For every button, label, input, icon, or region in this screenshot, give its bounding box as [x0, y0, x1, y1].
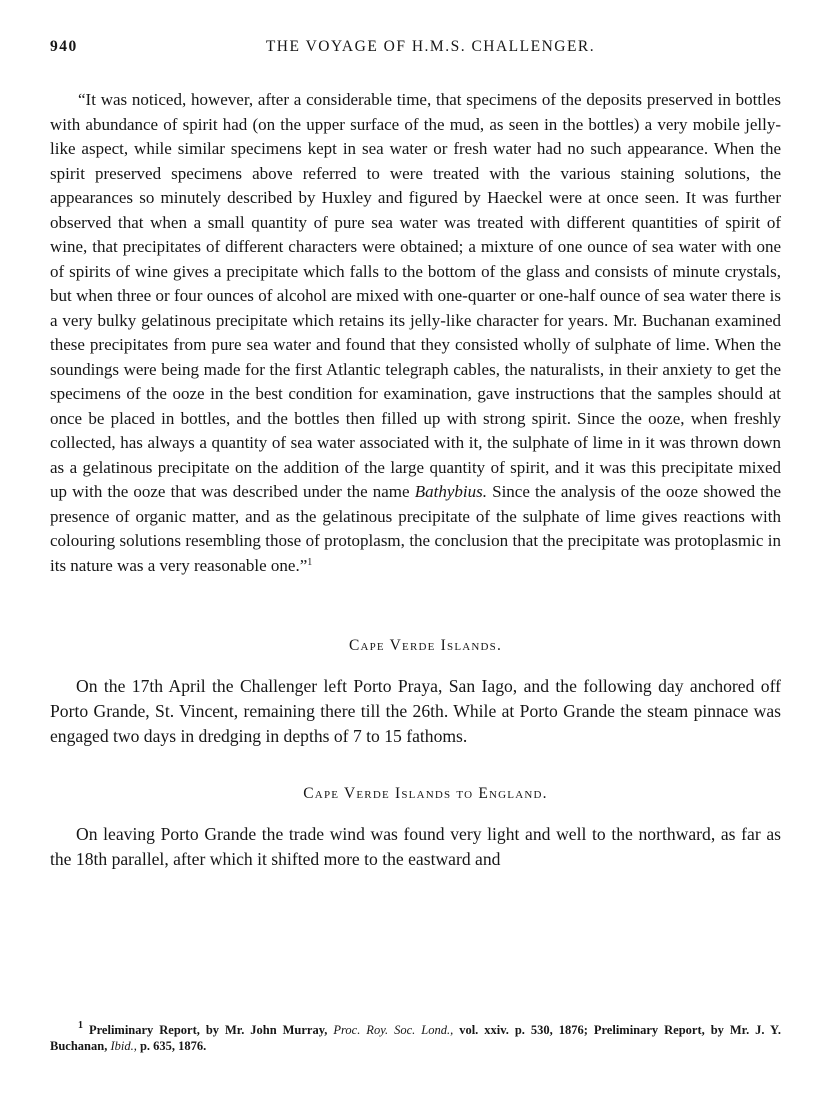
footnote-text-3: p. 635, 1876.: [139, 1039, 207, 1053]
footnote-journal: Proc. Roy. Soc. Lond.,: [333, 1023, 454, 1037]
quoted-paragraph: [50, 88, 781, 578]
section-heading-cape-verde: Cape Verde Islands.: [348, 637, 503, 654]
quote-text-end: Since the analysis of the ooze showed the presence of organic matter, and as the gelatinous precipitate of the sulphate of lime gives reactions with colouring solutions resembling those of protoplasm, the conclusion that the precipitate was protoplasmic in its nature was a very reasonable one.”: [50, 482, 782, 575]
footnote-reference: 1: [307, 556, 313, 568]
footnote-ibid: Ibid.,: [110, 1039, 137, 1053]
section-heading-cape-verde-to-england: Cape Verde Islands to England.: [303, 785, 548, 802]
footnote-marker: 1: [78, 1020, 83, 1031]
footnote-text-1: Preliminary Report, by Mr. John Murray,: [88, 1023, 328, 1037]
quote-text-start: “It was noticed, however, after a considerable time, that specimens of the deposits preserved in bottles with abundance of spirit had (on the upper surface of the mud, as seen in the bottles) a very mobile jelly-like aspect, while similar specimens kept in sea water or fresh water had no such appearance. When the spirit preserved specimens above referred to were treated with the various staining solutions, the appearances so minutely described by Huxley and figured by Haeckel were at once seen. It was further observed that when a small quantity of pure sea water was treated with different quantities of spirit of wine, that precipitates of different characters were obtained; a mixture of one ounce of sea water with one of spirits of wine gives a precipitate which falls to the bottom of the glass and consists of minute crystals, but when three or four ounces of alcohol are mixed with one-quarter or one-half ounce of sea water there is a very bulky gelatinous precipitate which retains its jelly-like character for years. Mr. Buchanan examined these precipitates from pure sea water and found that they consisted wholly of sulphate of lime. When the soundings were being made for the first Atlantic telegraph cables, the naturalists, in their anxiety to get the specimens of the ooze in the best condition for examination, gave instructions that the samples should at once be placed in bottles, and the bottles then filled up with strong spirit. Since the ooze, when freshly collected, has always a quantity of sea water associated with it, the sulphate of lime in it was thrown down as a gelatinous precipitate on the addition of the large quantity of spirit, and it was this precipitate mixed up with the ooze that was described under the name: [50, 90, 781, 501]
page-number: 940: [50, 38, 78, 55]
footnote: [50, 1022, 781, 1054]
running-header: [50, 38, 781, 64]
bathybius-term: Bathybius.: [414, 482, 487, 501]
paragraph-cape-verde-to-england: On leaving Porto Grande the trade wind was found very light and well to the northward, as far as the 18th parallel, after which it shifted more to the eastward and: [50, 824, 781, 869]
running-title: THE VOYAGE OF H.M.S. CHALLENGER.: [265, 38, 596, 55]
footnote-text-2: vol. xxiv. p. 530, 1876; Preliminary Report, by Mr. J. Y. Buchanan,: [50, 1023, 782, 1053]
paragraph-cape-verde: On the 17th April the Challenger left Porto Praya, San Iago, and the following day anchored off Porto Grande, St. Vincent, remaining there till the 26th. While at Porto Grande the steam pinnace was engaged two days in dredging in depths of 7 to 15 fathoms.: [50, 676, 781, 746]
